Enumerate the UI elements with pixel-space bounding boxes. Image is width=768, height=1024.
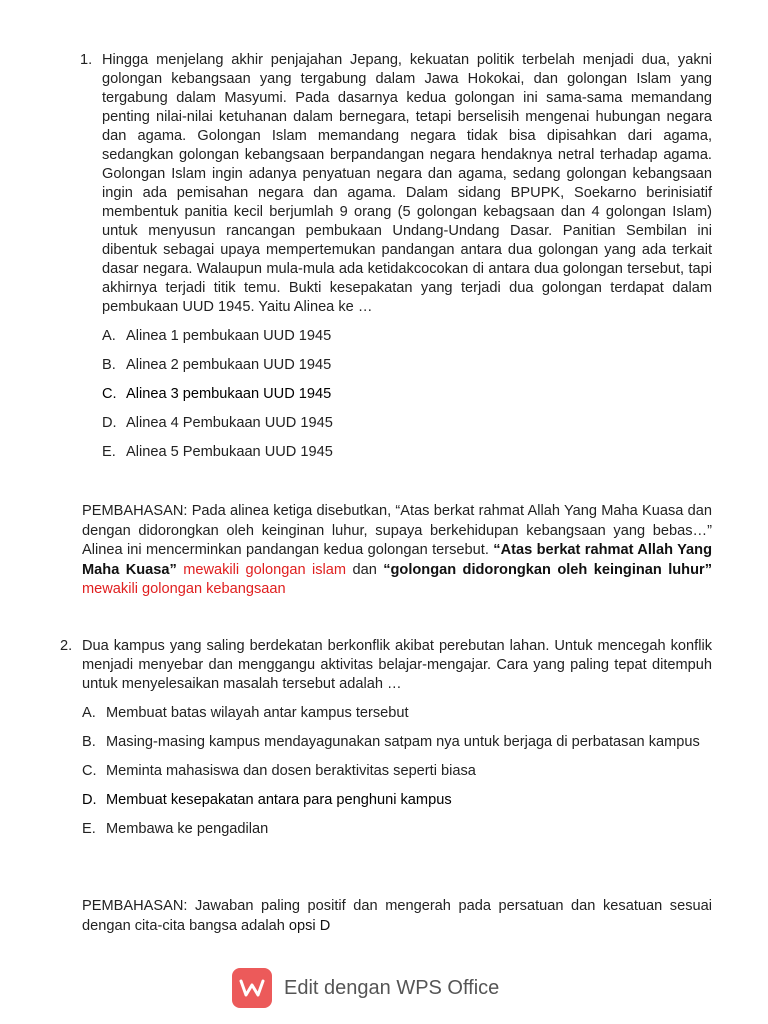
option-letter: E. [82, 821, 96, 837]
question-number: 2. [60, 638, 73, 654]
option-b [102, 356, 712, 375]
explanation-1 [82, 502, 712, 600]
question-number: 1. [80, 52, 93, 68]
option-letter: E. [102, 444, 116, 460]
wps-edit-banner[interactable] [232, 968, 499, 1008]
option-text: Meminta mahasiswa dan dosen beraktivitas seperti biasa [106, 763, 476, 779]
question-2 [60, 637, 712, 849]
option-e [102, 443, 712, 462]
quote-highlight: “Atas berkat rahmat Allah Yang Maha Kuasa” [82, 542, 712, 578]
option-text: Alinea 4 Pembukaan UUD 1945 [126, 415, 333, 431]
option-letter: A. [102, 328, 116, 344]
explanation-2 [82, 897, 712, 936]
option-c [82, 762, 712, 781]
explanation-text: dan [346, 561, 384, 578]
red-highlight: mewakili golongan islam [176, 561, 347, 578]
explanation-text: PEMBAHASAN: Pada alinea ketiga disebutkan, “Atas berkat rahmat Allah Yang Maha Kuasa dan dengan didorongkan oleh keinginan luhur, supaya berkehidupan kebangsaan yang bebas…” Alinea ini mencerminkan pandangan kedua golongan tersebut. [82, 503, 712, 558]
red-highlight: mewakili golongan kebangsaan [82, 581, 286, 597]
option-e [82, 820, 712, 839]
option-letter: D. [82, 792, 97, 808]
option-text: Alinea 2 pembukaan UUD 1945 [126, 357, 332, 373]
option-c [102, 385, 712, 404]
explanation-text: PEMBAHASAN: Jawaban paling positif dan mengerah pada persatuan dan kesatuan sesuai dengan cita-cita bangsa adalah [82, 898, 712, 934]
option-b [82, 733, 712, 752]
option-text: Membawa ke pengadilan [106, 821, 269, 837]
answer-options [82, 704, 712, 839]
option-letter: C. [102, 386, 117, 402]
option-letter: A. [82, 705, 96, 721]
option-text: Membuat kesepakatan antara para penghuni kampus [106, 792, 452, 808]
question-1 [60, 51, 712, 472]
option-letter: C. [82, 763, 97, 779]
option-d [102, 414, 712, 433]
answer-highlight: opsi D [288, 917, 331, 934]
option-text: Alinea 3 pembukaan UUD 1945 [126, 386, 332, 402]
option-a [82, 704, 712, 723]
option-a [102, 327, 712, 346]
option-text: Alinea 5 Pembukaan UUD 1945 [126, 444, 333, 460]
option-letter: D. [102, 415, 117, 431]
option-text: Masing-masing kampus mendayagunakan satpam nya untuk berjaga di perbatasan kampus [106, 734, 700, 750]
question-text: Dua kampus yang saling berdekatan berkonflik akibat perebutan lahan. Untuk mencegah konflik menjadi menyebar dan menggangu aktivitas belajar-mengajar. Cara yang paling tepat ditempuh untuk menyelesaikan masalah tersebut adalah … [82, 638, 712, 692]
wps-logo-icon [232, 968, 272, 1008]
answer-options [102, 327, 712, 462]
wps-banner-text[interactable]: Edit dengan WPS Office [284, 976, 500, 999]
question-text: Hingga menjelang akhir penjajahan Jepang, kekuatan politik terbelah menjadi dua, yakni golongan kebangsaan yang tergabung dalam Jawa Hokokai, dan golongan Islam yang tergabung dalam Masyumi. Pada dasarnya kedua golongan ini sama-sama memandang penting nilai-nilai ketuhanan dalam bernegara, tetapi berselisih mengenai hubungan negara dan agama. Golongan Islam memandang negara tidak bisa dipisahkan dari agama, sedangkan golongan kebangsaan berpandangan negara hendaknya netral terhadap agama. Golongan Islam ingin adanya penyatuan negara dan agama, sedang golongan kebangsaan ingin ada pemisahan negara dan agama. Dalam sidang BPUPK, Soekarno berinisiatif membentuk panitia kecil berjumlah 9 orang (5 golongan kebagsaan dan 4 golongan Islam) untuk menyusun rancangan pembukaan Undang-Undang Dasar. Panitian Sembilan ini dibentuk sebagai upaya mempertemukan pandangan antara dua golongan yang ada terkait dasar negara. Walaupun mula-mula ada ketidakcocokan di antara dua golongan tersebut, tapi akhirnya terjadi titik temu. Bukti kesepakatan yang terjadi dua golongan terdapat dalam pembukaan UUD 1945. Yaitu Alinea ke … [102, 52, 712, 315]
quote-highlight: “golongan didorongkan oleh keinginan luhur” [383, 561, 712, 578]
wps-w-glyph [239, 978, 265, 998]
option-letter: B. [82, 734, 96, 750]
option-text: Alinea 1 pembukaan UUD 1945 [126, 328, 332, 344]
option-d [82, 791, 712, 810]
option-text: Membuat batas wilayah antar kampus tersebut [106, 705, 409, 721]
option-letter: B. [102, 357, 116, 373]
